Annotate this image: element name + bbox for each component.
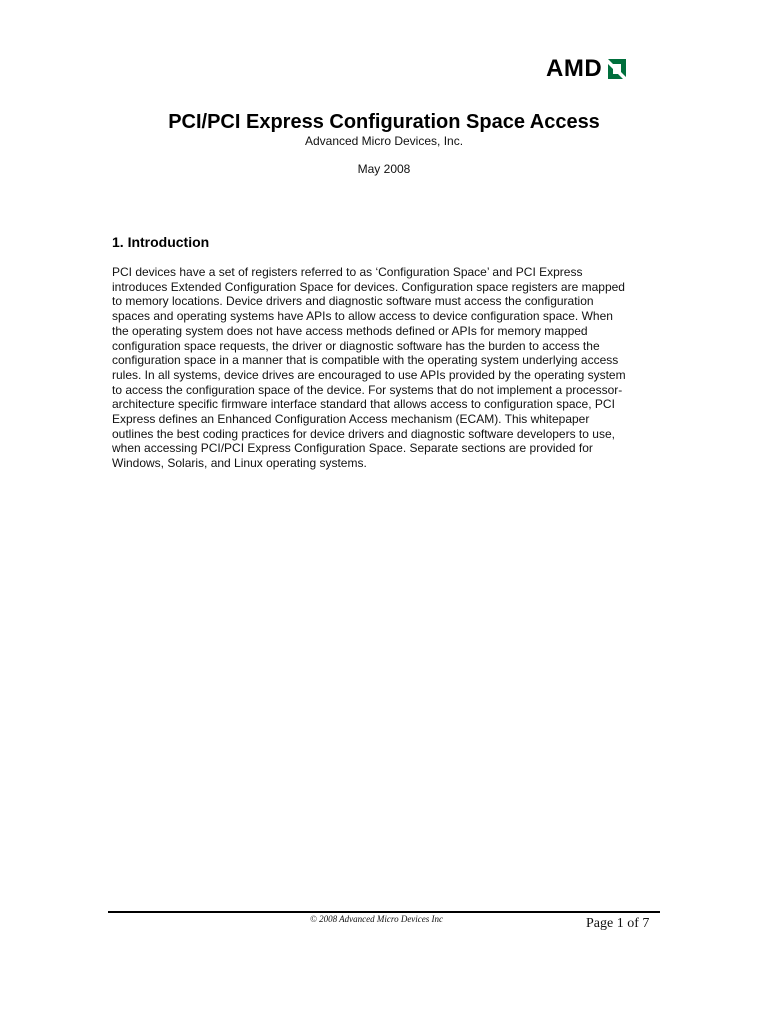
body-line: configuration space requests, the driver or diagnostic software has the burden to access the [112, 338, 600, 353]
amd-arrow-icon [604, 57, 628, 81]
body-line: PCI devices have a set of registers referred to as ‘Configuration Space’ and PCI Express [112, 265, 583, 279]
section-heading: 1. Introduction [112, 234, 210, 250]
body-line: configuration space in a manner that is compatible with the operating system underlying access [112, 353, 619, 368]
document-date: May 2008 [357, 162, 411, 176]
logo-text: AMD [546, 55, 603, 82]
body-line: to memory locations. Device drivers and diagnostic software must access the configuration [112, 294, 594, 309]
body-line: Express defines an Enhanced Configuration Access mechanism (ECAM). This whitepaper [112, 412, 590, 427]
body-line: when accessing PCI/PCI Express Configuration Space. Separate sections are provided for [112, 441, 593, 456]
body-line: rules. In all systems, device drives are encouraged to use APIs provided by the operating system [112, 367, 626, 382]
document-title: PCI/PCI Express Configuration Space Access [168, 111, 600, 133]
body-line: introduces Extended Configuration Space for devices. Configuration space registers are mapped [112, 279, 625, 294]
body-line: spaces and operating systems have APIs to allow access to device configuration space. When [112, 309, 613, 324]
footer-copyright: © 2008 Advanced Micro Devices Inc [310, 914, 444, 924]
section-body [112, 265, 668, 471]
body-line: the operating system does not have access methods defined or APIs for memory mapped [112, 323, 588, 338]
body-line: architecture specific firmware interface standard that allows access to configuration space, PCI [112, 397, 615, 412]
body-line: to access the configuration space of the device. For systems that do not implement a processor- [112, 382, 623, 397]
page-number: Page 1 of 7 [586, 916, 650, 931]
amd-logo [546, 56, 628, 82]
footer-divider [108, 911, 660, 913]
document-subtitle: Advanced Micro Devices, Inc. [304, 134, 464, 148]
body-line: outlines the best coding practices for device drivers and diagnostic software developers to use, [112, 426, 615, 441]
body-line: Windows, Solaris, and Linux operating systems. [112, 456, 367, 471]
